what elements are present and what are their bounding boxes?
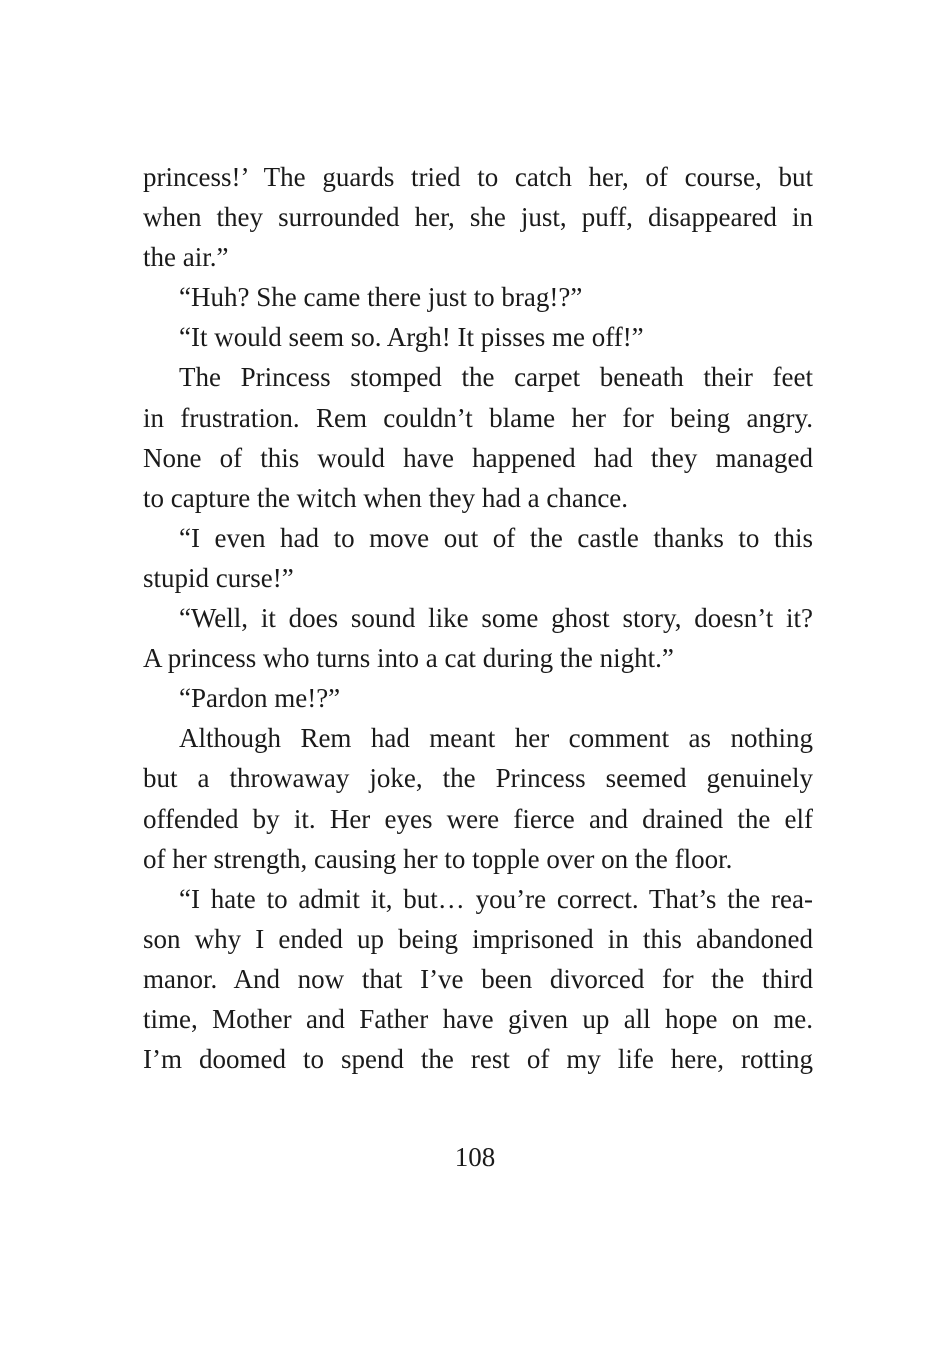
- text-line: “Huh? She came there just to brag!?”: [179, 282, 583, 313]
- text-line: None of this would have happened had they managed: [143, 442, 813, 473]
- text-line: The Princess stomped the carpet beneath their feet: [179, 362, 813, 393]
- text-line: time, Mother and Father have given up all hope on me.: [143, 1003, 813, 1034]
- text-line: “I hate to admit it, but… you’re correct. That’s the rea-: [179, 883, 813, 914]
- text-line: “Pardon me!?”: [179, 683, 341, 714]
- text-line: to capture the witch when they had a chance.: [143, 482, 629, 513]
- text-line: “I even had to move out of the castle thanks to this: [179, 522, 813, 553]
- text-line: A princess who turns into a cat during the night.”: [143, 643, 674, 674]
- text-line: stupid curse!”: [143, 562, 294, 593]
- page-number: 108: [454, 1142, 496, 1172]
- text-line: son why I ended up being imprisoned in this abandoned: [143, 923, 813, 954]
- text-line: manor. And now that I’ve been divorced for the third: [143, 963, 813, 994]
- body-text: [143, 157, 813, 1079]
- text-line: the air.”: [143, 242, 229, 273]
- text-line: offended by it. Her eyes were fierce and drained the elf: [143, 803, 813, 834]
- text-line: “Well, it does sound like some ghost story, doesn’t it?: [179, 603, 813, 634]
- text-line: Although Rem had meant her comment as nothing: [179, 723, 813, 754]
- text-line: in frustration. Rem couldn’t blame her for being angry.: [143, 402, 813, 433]
- text-line: I’m doomed to spend the rest of my life here, rotting: [143, 1044, 813, 1075]
- text-line: of her strength, causing her to topple over on the floor.: [143, 843, 733, 874]
- text-line: but a throwaway joke, the Princess seemed genuinely: [143, 763, 813, 794]
- text-line: when they surrounded her, she just, puff, disappeared in: [143, 202, 813, 233]
- text-line: princess!’ The guards tried to catch her, of course, but: [143, 162, 813, 192]
- text-line: “It would seem so. Argh! It pisses me off!”: [179, 322, 644, 353]
